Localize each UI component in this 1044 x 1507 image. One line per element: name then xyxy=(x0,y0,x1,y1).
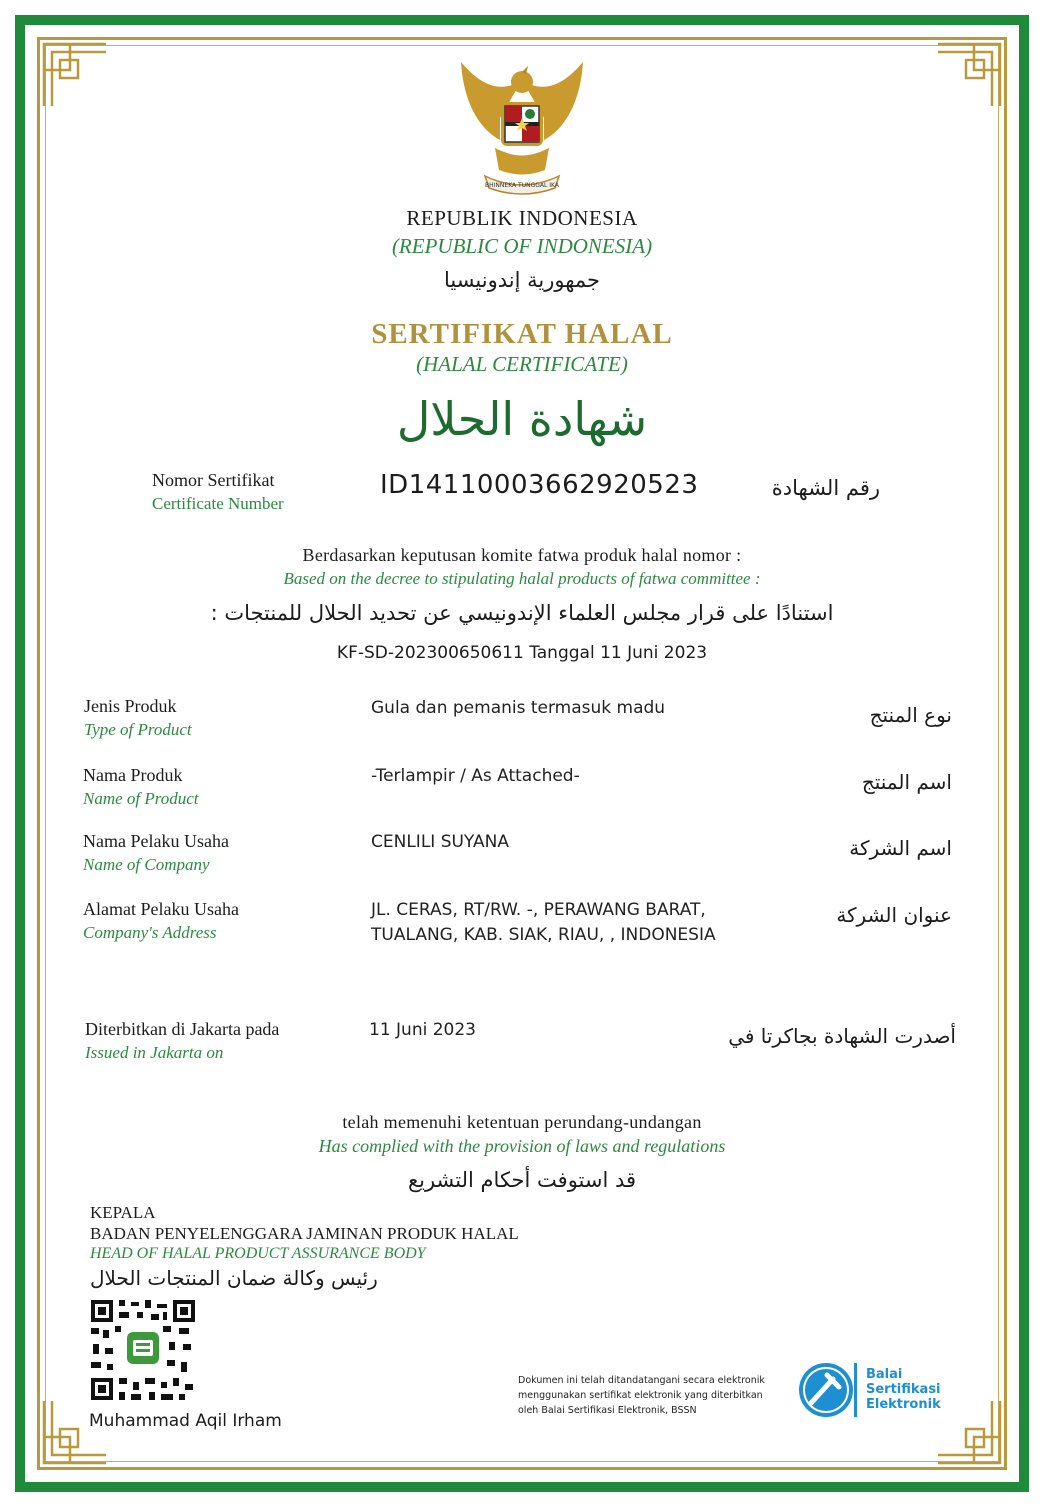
signatory-agency-en: HEAD OF HALAL PRODUCT ASSURANCE BODY xyxy=(90,1245,426,1262)
field-value-line1: JL. CERAS, RT/RW. -, PERAWANG BARAT, xyxy=(371,900,706,920)
field-label-en: Name of Company xyxy=(83,855,210,874)
bsre-logo-line: Balai xyxy=(866,1367,903,1382)
esign-line: oleh Balai Sertifikasi Elektronik, BSSN xyxy=(518,1405,697,1416)
field-value: -Terlampir / As Attached- xyxy=(371,766,580,786)
field-label: Jenis Produk xyxy=(84,696,177,716)
country-title-ar: جمهورية إندونيسيا xyxy=(443,268,601,292)
esign-line: menggunakan sertifikat elektronik yang diterbitkan xyxy=(518,1390,763,1401)
field-value-line2: TUALANG, KAB. SIAK, RIAU, , INDONESIA xyxy=(371,925,716,945)
field-label: Nama Produk xyxy=(83,765,183,785)
halal-logo-icon xyxy=(127,1332,159,1364)
qr-code-icon[interactable] xyxy=(89,1298,197,1402)
corner-ornament-icon xyxy=(934,40,1004,110)
signatory-agency: BADAN PENYELENGGARA JAMINAN PRODUK HALAL xyxy=(90,1224,519,1243)
decree-text: Berdasarkan keputusan komite fatwa produk halal nomor : xyxy=(302,545,742,565)
field-label-en: Type of Product xyxy=(84,720,192,739)
emblem-motto: BHINNEKA TUNGGAL IKA xyxy=(485,182,559,189)
bsre-logo-line: Elektronik xyxy=(866,1397,941,1412)
bsre-logo-line: Sertifikasi xyxy=(866,1382,941,1397)
decree-text-ar: استنادًا على قرار مجلس العلماء الإندونيسي عن تحديد الحلال للمنتجات : xyxy=(210,601,834,625)
corner-ornament-icon xyxy=(40,1397,110,1467)
field-value: CENLILI SUYANA xyxy=(371,832,509,852)
certificate-title-en: (HALAL CERTIFICATE) xyxy=(416,352,628,376)
certificate-number-label: Nomor Sertifikat xyxy=(152,470,275,490)
country-title: REPUBLIK INDONESIA xyxy=(406,206,638,230)
esign-line: Dokumen ini telah ditandatangani secara elektronik xyxy=(518,1375,765,1386)
field-label: Alamat Pelaku Usaha xyxy=(83,899,239,919)
certificate-number-label-en: Certificate Number xyxy=(152,494,284,513)
compliance-text-en: Has complied with the provision of laws and regulations xyxy=(318,1136,726,1156)
certificate-number: ID14110003662920523 xyxy=(380,470,699,500)
issued-label: Diterbitkan di Jakarta pada xyxy=(85,1019,280,1039)
field-label: Nama Pelaku Usaha xyxy=(83,831,229,851)
compliance-text: telah memenuhi ketentuan perundang-undangan xyxy=(342,1112,702,1132)
esign-note xyxy=(518,1373,765,1418)
field-label-ar: نوع المنتج xyxy=(869,703,952,727)
country-title-en: (REPUBLIC OF INDONESIA) xyxy=(391,234,653,258)
field-label-en: Name of Product xyxy=(83,789,199,808)
garuda-emblem-icon xyxy=(455,58,589,198)
field-label-ar: اسم الشركة xyxy=(849,836,952,860)
field-label-ar: اسم المنتج xyxy=(861,770,952,794)
issued-label-ar: أصدرت الشهادة بجاكرتا في xyxy=(728,1024,956,1048)
certificate-title: SERTIFIKAT HALAL xyxy=(371,318,673,350)
field-value: Gula dan pemanis termasuk madu xyxy=(371,698,666,718)
signatory-name: Muhammad Aqil Irham xyxy=(89,1411,282,1431)
field-label-en: Company's Address xyxy=(83,923,217,942)
issued-date: 11 Juni 2023 xyxy=(369,1020,476,1040)
issued-label-en: Issued in Jakarta on xyxy=(85,1043,224,1062)
compliance-text-ar: قد استوفت أحكام التشريع xyxy=(407,1168,637,1192)
certificate-number-label-ar: رقم الشهادة xyxy=(771,476,880,500)
certificate-title-ar: شهادة الحلال xyxy=(396,392,648,446)
signatory-title: KEPALA xyxy=(90,1203,156,1222)
field-label-ar: عنوان الشركة xyxy=(836,903,952,927)
decree-reference: KF-SD-202300650611 Tanggal 11 Juni 2023 xyxy=(336,643,708,663)
signatory-agency-ar: رئيس وكالة ضمان المنتجات الحلال xyxy=(90,1266,378,1290)
decree-text-en: Based on the decree to stipulating halal products of fatwa committee : xyxy=(283,569,761,588)
bsre-logo-text xyxy=(866,1367,941,1412)
corner-ornament-icon xyxy=(40,40,110,110)
corner-ornament-icon xyxy=(934,1397,1004,1467)
bsre-logo-icon xyxy=(797,1361,859,1419)
